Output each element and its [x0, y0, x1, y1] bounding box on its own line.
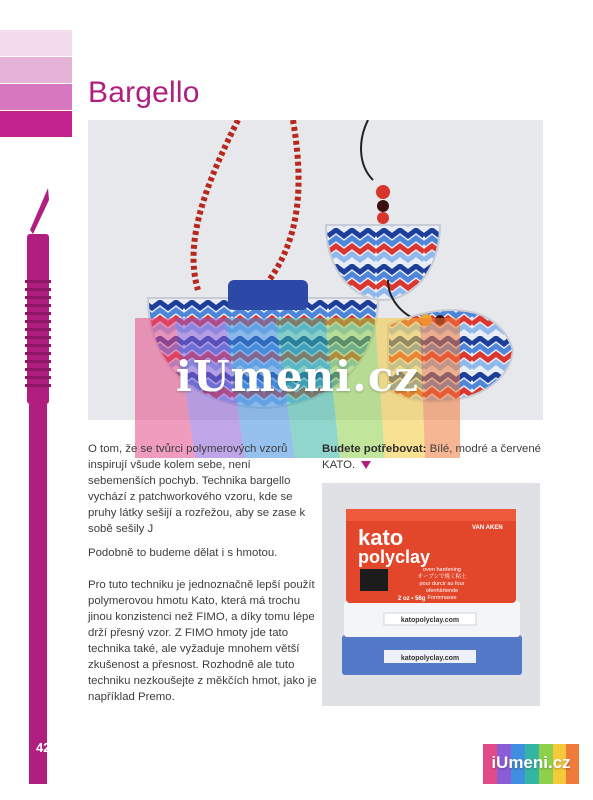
watermark-text: iUmeni.cz	[175, 352, 420, 401]
kato-polyclay-photo	[322, 483, 540, 706]
page-title: Bargello	[88, 76, 200, 109]
desc-line-3: pour durcir au four	[419, 581, 465, 587]
header-stripe-2	[0, 57, 72, 83]
logo-text: iUmeni.cz	[491, 753, 571, 772]
third-paragraph: Pro tuto techniku je jednoznačně lepší použít polymerovou hmotu Kato, která má trochu jinou konzistenci než FIMO, a díky tomu lépe drží přesný vzor. Z FIMO hmoty jde tato technika také, ale vyžaduje mnohem větší zkušenost a přesnost. Rozhodně ale tuto techniku nezkoušejte z měkčích hmot, jako je například Premo.	[88, 579, 317, 703]
blue-block-site: katopolyclay.com	[400, 655, 460, 662]
white-block-site: katopolyclay.com	[400, 617, 460, 624]
iumeni-logo	[483, 744, 579, 784]
second-paragraph: Podobně to budeme dělat i s hmotou.	[88, 547, 278, 559]
intro-paragraph: O tom, že se tvůrci polymerových vzorů inspirují všude kolem sebe, není sebemenších pochyb. Technika bargello vychází z patchworkového vzoru, kde se pruhy látky sešijí a rozřežou, aby se zase k sobě sešily J	[88, 443, 306, 535]
materials-label: Budete potřebovat:	[322, 443, 427, 455]
brand-polyclay: polyclay	[358, 547, 431, 567]
desc-line-4: ofenhärtende	[425, 588, 459, 594]
watermark	[135, 318, 460, 458]
brand-maker: VAN AKEN	[472, 525, 503, 531]
desc-line-2: オーブンで焼く粘土	[417, 574, 467, 580]
header-stripe-4	[0, 111, 72, 137]
desc-line-1: oven hardening	[423, 567, 461, 573]
header-stripe-1	[0, 30, 72, 56]
desc-line-5: Formmasse	[427, 595, 457, 601]
brand-kato: kato	[358, 525, 404, 550]
materials-needed	[322, 441, 550, 473]
clay-tool-illustration	[0, 150, 90, 790]
header-stripe-3	[0, 84, 72, 110]
product-size: 2 oz • 56g	[398, 596, 426, 602]
materials-text: Bílé, modré a červené KATO.	[322, 443, 542, 471]
page-number: 42	[36, 740, 51, 755]
triangle-down-icon	[361, 461, 371, 469]
